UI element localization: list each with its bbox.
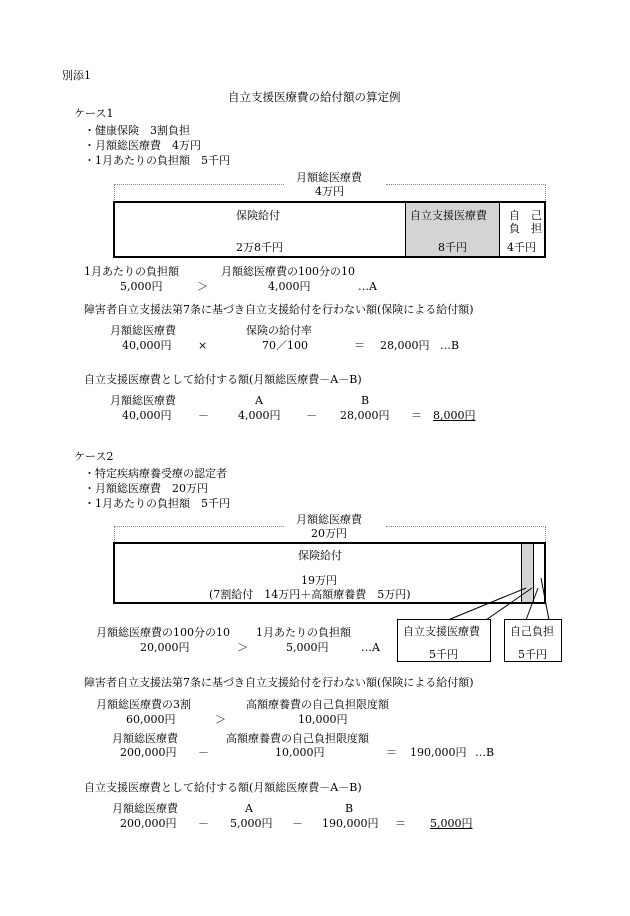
case2-bar-insurance bbox=[115, 544, 522, 602]
case1-bar bbox=[113, 201, 546, 258]
case2-calc2a-label-b: 高額療養費の自己負担限度額 bbox=[246, 698, 389, 711]
case1-insurance-label: 保険給付 bbox=[236, 209, 280, 222]
case2-calc1-right-value: 5,000円 bbox=[286, 641, 329, 654]
case2-calc2a-value-b: 10,000円 bbox=[298, 713, 348, 726]
case2-dim-line-left bbox=[114, 526, 284, 527]
case1-calc1-right-label: 月額総医療費の100分の10 bbox=[221, 265, 355, 278]
case2-calc3-label-b: A bbox=[245, 802, 253, 815]
case2-calc1-op: ＞ bbox=[237, 641, 248, 654]
case2-calc3-label-c: B bbox=[345, 802, 354, 815]
case2-calc1-right-label: 1月あたりの負担額 bbox=[256, 626, 351, 639]
case1-self-label: 負 担 bbox=[509, 222, 542, 235]
case1-calc2-eq: ＝ bbox=[354, 339, 365, 352]
case1-calc2-op: × bbox=[198, 339, 208, 352]
case2-calc1-tag: …A bbox=[361, 641, 380, 654]
case1-calc1-op: ＞ bbox=[197, 280, 208, 293]
case2-calc3-op2: － bbox=[292, 817, 303, 830]
case1-calc2-label-b: 保険の給付率 bbox=[246, 324, 312, 337]
case1-dim-line-left bbox=[114, 184, 284, 185]
case1-insurance-value: 2万8千円 bbox=[236, 241, 283, 254]
case2-calc3-value-c: 190,000円 bbox=[322, 817, 379, 830]
case1-calc1-left-label: 1月あたりの負担額 bbox=[84, 265, 179, 278]
case2-calc3-value-b: 5,000円 bbox=[230, 817, 273, 830]
case1-calc3-eq: ＝ bbox=[411, 409, 422, 422]
case1-calc3-value-b: 4,000円 bbox=[238, 409, 281, 422]
case1-section3-heading: 自立支援医療費として給付する額(月額総医療費－A－B) bbox=[84, 373, 362, 386]
callout-support-label: 自立支援医療費 bbox=[403, 625, 480, 638]
case2-bar-support bbox=[522, 544, 534, 602]
case1-dim-tick-right bbox=[545, 184, 546, 200]
case2-dim-line-right bbox=[386, 526, 546, 527]
case2-heading: ケース2 bbox=[74, 450, 114, 463]
case1-bar-self bbox=[500, 203, 544, 256]
case2-calc2b-value-b: 10,000円 bbox=[275, 746, 325, 759]
case1-bar-insurance bbox=[115, 203, 406, 256]
case1-dim-line-right bbox=[386, 184, 546, 185]
case2-calc2b-value-a: 200,000円 bbox=[120, 746, 177, 759]
case2-dim-tick-left bbox=[114, 526, 115, 542]
case1-calc2-value-b: 70／100 bbox=[262, 339, 308, 352]
case1-calc3-label-b: A bbox=[255, 394, 263, 407]
case2-calc3-op1: － bbox=[198, 817, 209, 830]
case2-bullet: ・特定疾病療養受療の認定者 bbox=[84, 467, 227, 480]
callout-support-value: 5千円 bbox=[429, 648, 458, 661]
case2-calc2b-label-a: 月額総医療費 bbox=[112, 732, 178, 745]
case1-section2-heading: 障害者自立支援法第7条に基づき自立支援給付を行わない額(保険による給付額) bbox=[84, 303, 474, 316]
case1-bullet: ・月額総医療費 4万円 bbox=[84, 139, 201, 152]
case1-calc1-right-value: 4,000円 bbox=[268, 280, 311, 293]
case2-insurance-value: 19万円 bbox=[301, 574, 337, 587]
case1-dim-tick-left bbox=[114, 184, 115, 200]
callout-support-box bbox=[397, 619, 491, 662]
case2-calc2b-tag: …B bbox=[475, 746, 495, 759]
case1-bar-support bbox=[406, 203, 500, 256]
case1-bullet: ・健康保険 3割負担 bbox=[84, 124, 190, 137]
callout-self-label: 自己負担 bbox=[510, 625, 554, 638]
case1-calc2-result: 28,000円 bbox=[380, 339, 430, 352]
case2-calc1-left-value: 20,000円 bbox=[140, 641, 190, 654]
case1-calc3-value-c: 28,000円 bbox=[340, 409, 390, 422]
case2-section3-heading: 自立支援医療費として給付する額(月額総医療費－A－B) bbox=[84, 781, 362, 794]
case1-self-value: 4千円 bbox=[507, 241, 536, 254]
case1-calc3-label-a: 月額総医療費 bbox=[110, 394, 176, 407]
case2-calc2b-label-b: 高額療養費の自己負担限度額 bbox=[226, 732, 369, 745]
case1-self-label: 自 己 bbox=[509, 209, 542, 222]
case2-calc1-left-label: 月額総医療費の100分の10 bbox=[96, 626, 230, 639]
case2-calc2a-op: ＞ bbox=[215, 713, 226, 726]
case1-calc3-op2: － bbox=[306, 409, 317, 422]
case2-bullet: ・月額総医療費 20万円 bbox=[84, 482, 208, 495]
case2-total-label: 月額総医療費 bbox=[296, 513, 362, 526]
case2-calc2a-label-a: 月額総医療費の3割 bbox=[96, 698, 191, 711]
case1-calc1-tag: …A bbox=[358, 280, 377, 293]
page-title: 自立支援医療費の給付額の算定例 bbox=[228, 90, 401, 104]
case1-calc3-value-a: 40,000円 bbox=[122, 409, 172, 422]
case2-dim-tick-right bbox=[545, 526, 546, 542]
case2-bullet: ・1月あたりの負担額 5千円 bbox=[84, 497, 230, 510]
case2-section2-heading: 障害者自立支援法第7条に基づき自立支援給付を行わない額(保険による給付額) bbox=[84, 676, 474, 689]
case1-total-label: 月額総医療費 bbox=[296, 171, 362, 184]
case1-calc2-tag: …B bbox=[440, 339, 460, 352]
case1-calc1-left-value: 5,000円 bbox=[120, 280, 163, 293]
case1-calc3-op1: － bbox=[198, 409, 209, 422]
case2-insurance-label: 保険給付 bbox=[298, 549, 342, 562]
case2-calc2b-eq: ＝ bbox=[386, 746, 397, 759]
case2-bar bbox=[113, 542, 546, 604]
case2-calc3-result: 5,000円 bbox=[430, 817, 473, 830]
case1-calc3-label-c: B bbox=[361, 394, 370, 407]
case2-calc3-value-a: 200,000円 bbox=[120, 817, 177, 830]
case1-calc2-value-a: 40,000円 bbox=[122, 339, 172, 352]
case2-calc3-label-a: 月額総医療費 bbox=[112, 802, 178, 815]
attachment-label: 別添1 bbox=[62, 69, 91, 82]
case1-support-value: 8千円 bbox=[438, 241, 467, 254]
case2-insurance-detail: (7割給付 14万円＋高額療養費 5万円) bbox=[209, 588, 411, 601]
case2-calc2b-op: － bbox=[198, 746, 209, 759]
callout-self-box bbox=[504, 619, 562, 662]
case1-bullet: ・1月あたりの負担額 5千円 bbox=[84, 154, 230, 167]
case1-heading: ケース1 bbox=[74, 107, 114, 120]
case2-total-value: 20万円 bbox=[311, 527, 347, 540]
case2-bar-self bbox=[534, 544, 544, 602]
case2-calc3-eq: ＝ bbox=[395, 817, 406, 830]
callout-self-value: 5千円 bbox=[518, 648, 547, 661]
case1-support-label: 自立支援医療費 bbox=[410, 209, 487, 222]
case1-total-value: 4万円 bbox=[315, 185, 344, 198]
case2-calc2a-value-a: 60,000円 bbox=[126, 713, 176, 726]
case1-calc2-label-a: 月額総医療費 bbox=[110, 324, 176, 337]
case1-calc3-result: 8,000円 bbox=[433, 409, 476, 422]
case2-calc2b-result: 190,000円 bbox=[410, 746, 467, 759]
